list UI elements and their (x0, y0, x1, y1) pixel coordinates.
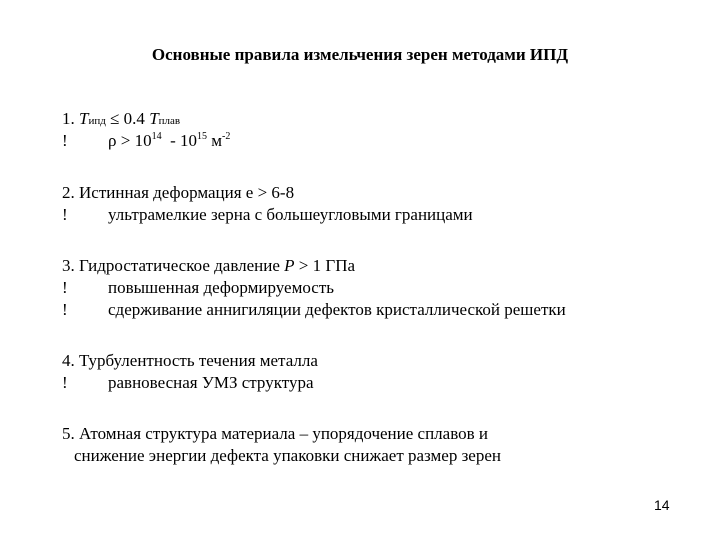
pressure-value: > 1 ГПа (294, 256, 356, 275)
rule-3-text: 3. Гидростатическое давление (62, 256, 285, 275)
rule-5-line-2: снижение энергии дефекта упаковки снижает размер зерен (74, 446, 501, 465)
consequence-marker: ! (62, 373, 68, 392)
rule-3-line-1 (62, 255, 566, 277)
rule-1-number: 1. (62, 109, 79, 128)
temperature-subscript-ipd: ипд (88, 115, 106, 127)
rule-2 (62, 182, 473, 226)
consequence-text: ультрамелкие зерна с большеугловыми границами (108, 205, 473, 224)
page-number: 14 (654, 497, 670, 513)
rule-5-line-1: 5. Атомная структура материала – упорядочение сплавов и (62, 424, 488, 443)
rule-4-line-2 (62, 372, 318, 394)
unit-text: м (207, 131, 223, 150)
rule-5 (62, 423, 501, 467)
rule-2-line-1: 2. Истинная деформация е > 6-8 (62, 183, 295, 202)
consequence-text: сдерживание аннигиляции дефектов кристаллической решетки (108, 300, 566, 319)
exponent: -2 (222, 131, 231, 142)
consequence-marker: ! (62, 205, 68, 224)
consequence-text: повышенная деформируемость (108, 278, 335, 297)
rule-3 (62, 255, 566, 321)
rule-1 (62, 108, 230, 152)
consequence-text: равновесная УМЗ структура (108, 373, 314, 392)
slide-title: Основные правила измельчения зерен методами ИПД (151, 45, 569, 64)
rule-2-line-2 (62, 204, 473, 226)
consequence-marker: ! (62, 278, 68, 297)
rule-1-line-2 (62, 130, 230, 152)
rule-3-line-3 (62, 299, 566, 321)
exponent: 14 (151, 131, 162, 142)
density-range-text: - 10 (161, 131, 197, 150)
rule-4 (62, 350, 318, 394)
inequality-text: ≤ 0.4 (105, 109, 150, 128)
pressure-symbol: P (284, 256, 295, 275)
temperature-symbol: T (79, 109, 89, 128)
consequence-marker: ! (62, 131, 68, 150)
density-text: ρ > 10 (108, 131, 152, 150)
melting-temperature-symbol: T (149, 109, 159, 128)
exponent: 15 (197, 131, 207, 142)
rule-1-line-1 (62, 108, 230, 130)
rule-3-line-2 (62, 277, 566, 299)
rule-4-line-1: 4. Турбулентность течения металла (62, 351, 318, 370)
consequence-marker: ! (62, 300, 68, 319)
temperature-subscript-melt: плав (158, 115, 181, 127)
